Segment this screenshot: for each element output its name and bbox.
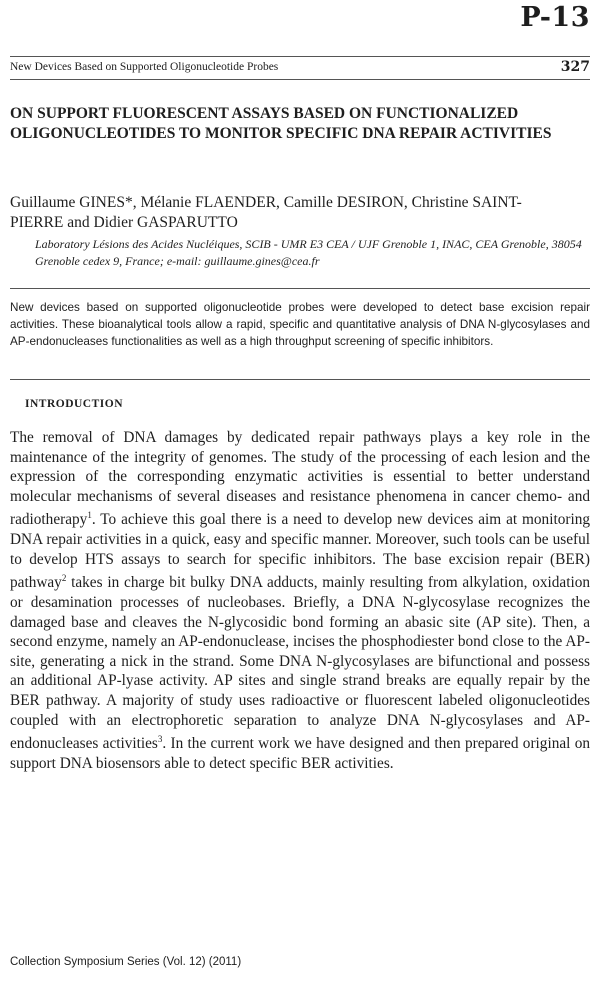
intro-text-part: takes in charge bit bulky DNA adducts, mainly resulting from alkylation, oxidation or desamination processes of nucleobases. Briefly, a DNA N-glycosylase recognizes the damaged base and cleaves the N-glycosidic bond forming an abasic site (AP site). Then, a second enzyme, namely an AP-endonuclease, incises the phosphodiester bond close to the AP-site, generating a nick in the strand. Some DNA N-glycosylases are bifunctional and possess an additional AP-lyase activity. AP sites and single strand breaks are equally repair by the BER pathway. A majority of study uses radioactive or fluorescent labeled oligonucleotides coupled with an electrophoretic separation to analyze DNA N-glycosylases and AP-endonucleases activities <box>10 574 590 753</box>
intro-text-part: . To achieve this goal there is a need to develop new devices aim at monitoring DNA repair activities in a quick, easy and specific manner. Moreover, such tools can be useful to develop HTS assays to search for specific inhibitors. The base excision repair (BER) pathway <box>10 511 590 592</box>
abstract-text: New devices based on supported oligonucleotide probes were developed to detect base excision repair activities. These bioanalytical tools allow a rapid, specific and quantitative analysis of DNA N-glycosylases and AP-endonucleases functionalities as well as a high throughput screening of specific inhibitors. <box>10 301 590 348</box>
intro-text-part: The removal of DNA damages by dedicated repair pathways plays a key role in the maintenance of the integrity of genomes. The study of the processing of each lesion and the expression of the corresponding enzymatic activities is essential to better understand molecular mechanisms of several diseases and resistance phenomena in cancer chemo- and radiotherapy <box>10 429 590 529</box>
running-title: New Devices Based on Supported Oligonucleotide Probes <box>10 61 279 73</box>
affiliation: Laboratory Lésions des Acides Nucléiques, SCIB - UMR E3 CEA / UJF Grenoble 1, INAC, CEA Grenoble, 38054 Grenoble cedex 9, France; e-mail: guillaume.gines@cea.fr <box>35 237 582 268</box>
reference-marker: 1 <box>87 510 92 521</box>
paper-title: ON SUPPORT FLUORESCENT ASSAYS BASED ON FUNCTIONALIZED OLIGONUCLEOTIDES TO MONITOR SPECIFIC DNA REPAIR ACTIVITIES <box>10 105 552 142</box>
introduction-paragraph <box>10 428 590 773</box>
footer-series: Collection Symposium Series (Vol. 12) (2011) <box>10 956 242 968</box>
intro-text-part: . In the current work we have designed and then prepared original on support DNA biosensors able to detect specific BER activities. <box>10 735 590 772</box>
reference-marker: 3 <box>157 734 163 745</box>
abstract-box <box>10 288 590 380</box>
section-heading-introduction: INTRODUCTION <box>25 398 124 410</box>
page-label: P-13 <box>520 2 590 33</box>
running-header <box>10 56 590 80</box>
page-number: 327 <box>560 59 590 75</box>
reference-marker: 2 <box>61 573 67 584</box>
author-list: Guillaume GINES*, Mélanie FLAENDER, Camille DESIRON, Christine SAINT-PIERRE and Didier GASPARUTTO <box>10 194 522 231</box>
